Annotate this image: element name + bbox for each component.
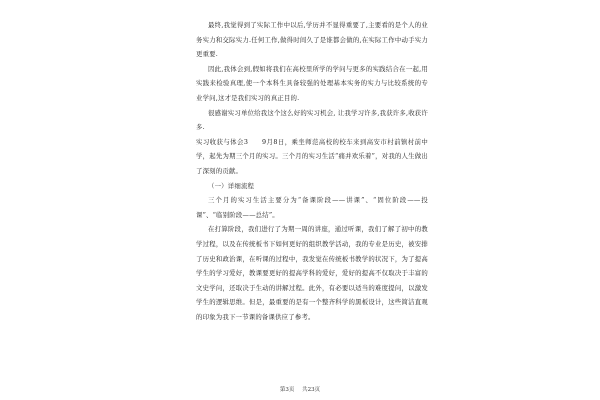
page-number: 第3页 (279, 387, 295, 393)
document-body (196, 18, 428, 324)
paragraph-5: 三个月的实习生活主要分为“备课阶段——讲课”、“固位阶段——投课”、“临别阶段——总结”。 (196, 196, 428, 219)
paragraph-3: 很感谢实习单位给我这个这么好的实习机会, 让我学习许多,我获许多,收获许多. (196, 108, 428, 132)
page-footer (0, 386, 600, 394)
paragraph-2: 因此,我体会到,假如将我们在高校里所学的学问与更多的实践结合在一起,用实践来检验真理,使一个本科生具备较强的处理基本实务的实力与比较系统的专业学问,这才是我们实习的真正目的. (196, 64, 428, 102)
paragraph-1: 最终,我觉得到了实际工作中以后,学历并不显得重要了,主要看的是个人的业务实力和交际实力.任何工作,做得时间久了是谁都会做的,在实际工作中动手实力更重要. (196, 21, 428, 59)
section-heading: （一）详细流程 (208, 181, 255, 190)
page-total: 共23页 (302, 387, 321, 393)
paragraph-4: 实习收获与体会3 9月8日，乘坐师范高校的校车来到高安市村前镇村前中学，起先为期三个月的实习。三个月的实习生活“痛并欢乐着”，对我的人生做出了深刻的贡献。 (196, 137, 428, 175)
paragraph-6: 在打算阶段，我们进行了为期一周的讲座，通过听课，我们了解了初中的教学过程，以及在传统板书下如何更好的组织教学活动，我的专业是历史，被安排了历史和政治课，在听课的过程中，我发觉在传统板书教学的状况下，为了提高学生的学习爱好，教课要更好的提高学科的爱好，爱好的提高不仅取决于丰富的文史学问，还取决于生动的讲解过程。此外，有必要以适当的难度提问，以激发学生的逻辑思维。但是，最重要的是有一个整齐科学的黑板设计，这些简洁直观的印象为我下一节课的备课供应了参考。 (196, 225, 428, 321)
